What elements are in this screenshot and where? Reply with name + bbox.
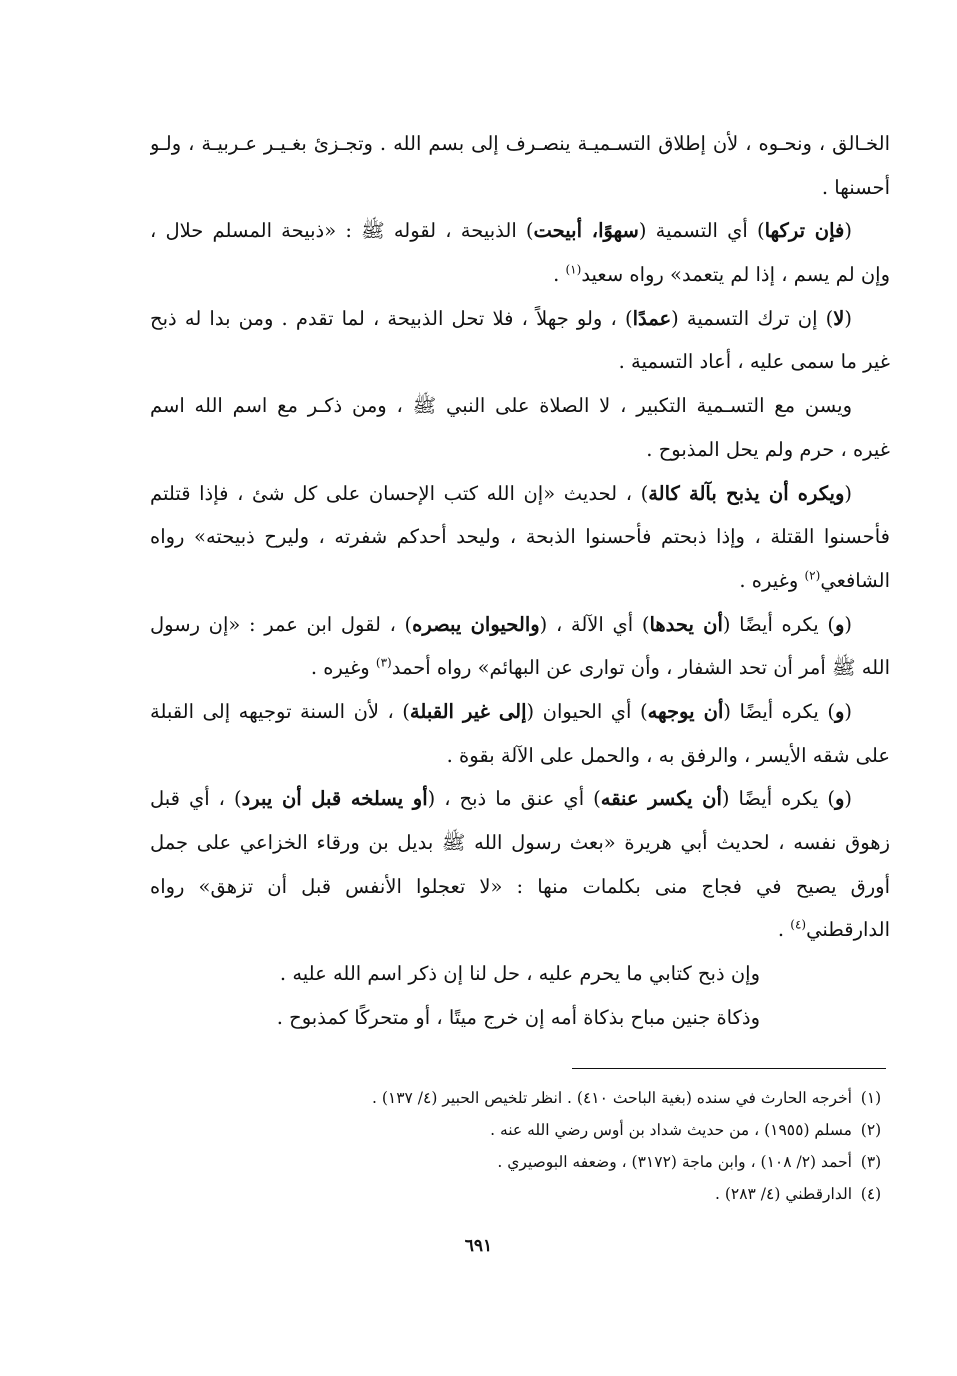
text-run: ) أي الحيوان ( bbox=[526, 699, 648, 723]
text-run: ( bbox=[844, 699, 852, 723]
text-run: غير ما سمى عليه ، أعاد التسمية . bbox=[618, 350, 890, 374]
text-run: غيره ، حرم ولم يحل المذبوح . bbox=[646, 437, 890, 461]
text-line bbox=[150, 777, 890, 821]
text-run: ) إن ترك التسمية ( bbox=[671, 306, 834, 330]
text-line bbox=[150, 865, 890, 909]
bold-matn-text: أو يسلخه قبل أن يبرد bbox=[241, 787, 428, 811]
text-run: الخـالق ، ونحـوه ، لأن إطلاق التسـميـة ينصـرف إلى بسم الله . وتجـزئ بغـيـر عـربيـة ، ولـو bbox=[150, 132, 890, 155]
text-run: ( bbox=[844, 306, 852, 330]
footnote-text: مسلم (١٩٥٥) ، من حديث شداد بن أوس رضي الله عنه . bbox=[490, 1121, 852, 1139]
text-line bbox=[150, 428, 890, 472]
text-run: ) يكره أيضًا ( bbox=[723, 699, 835, 723]
text-run: . bbox=[553, 263, 566, 287]
text-run: أورق يصيح في فجاج منى بكلمات منها : «لا تعجلوا الأنفس قبل أن تزهق» رواه bbox=[150, 874, 890, 898]
text-line bbox=[150, 734, 890, 778]
page-number: ٦٩١ bbox=[464, 1236, 493, 1256]
bold-matn-text: لا bbox=[833, 306, 845, 330]
bold-matn-text: أن يحدها bbox=[649, 612, 723, 636]
text-run: وإن لم يسم ، إذا لم يتعمد» رواه سعيد bbox=[581, 263, 890, 287]
footnote-text: أحمد (٢/ ١٠٨) ، وابن ماجة (٣١٧٢) ، وضعفه البوصيري . bbox=[497, 1153, 852, 1171]
footnote-item bbox=[150, 1114, 890, 1146]
text-run: الدارقطني bbox=[806, 918, 890, 942]
text-line bbox=[150, 952, 890, 996]
text-run: ( bbox=[844, 219, 852, 243]
bold-matn-text: والحيوان يبصره bbox=[412, 612, 540, 636]
footnote-number: (٢) bbox=[860, 1121, 882, 1139]
text-line bbox=[150, 384, 890, 428]
bold-matn-text: أن يوجهه bbox=[647, 699, 724, 723]
text-run: وذكاة جنين مباح بذكاة أمه إن خرج ميتًا ، أو متحركًا كمذبوح . bbox=[276, 1005, 760, 1029]
bold-matn-text: و bbox=[834, 787, 845, 811]
text-run: ) ، أي قبل bbox=[150, 787, 242, 811]
text-line bbox=[150, 472, 890, 516]
footnote-reference: (٤) bbox=[790, 917, 807, 932]
text-line bbox=[150, 908, 890, 952]
text-run: على شقه الأيسر ، والرفق به ، والحمل على الآلة بقوة . bbox=[446, 743, 890, 767]
bold-matn-text: أن يكسر عنقه bbox=[600, 787, 722, 811]
text-run: ) ، لقول ابن عمر : «إن رسول bbox=[150, 612, 413, 636]
text-line bbox=[150, 996, 890, 1040]
footnote-item bbox=[150, 1146, 890, 1178]
text-run: ) ، لحديث «إن الله كتب الإحسان على كل شئ ، فإذا قتلتم bbox=[150, 481, 649, 505]
text-run: ( bbox=[844, 787, 852, 811]
footnote-number: (١) bbox=[860, 1089, 882, 1107]
footnote-reference: (٣) bbox=[375, 655, 392, 670]
text-run: ) ، ولو جهلاً ، فلا تحل الذبيحة ، لما تقدم . ومن بدا له ذبح bbox=[150, 306, 633, 330]
text-run: ( bbox=[844, 481, 853, 505]
text-run: وغيره . bbox=[739, 568, 805, 592]
text-line bbox=[150, 297, 890, 341]
footnote-number: (٤) bbox=[860, 1185, 882, 1203]
footnote-number: (٣) bbox=[860, 1153, 882, 1171]
text-run: أحسنها . bbox=[821, 175, 890, 199]
text-run: ( bbox=[844, 612, 852, 636]
bold-matn-text: فإن تركها bbox=[764, 219, 845, 243]
footnote-text: الدارقطني (٤/ ٢٨٣) . bbox=[714, 1185, 852, 1203]
bold-matn-text: عمدًا bbox=[632, 306, 672, 330]
bold-matn-text: إلى غير القبلة bbox=[409, 699, 527, 723]
footnote-item bbox=[150, 1082, 890, 1114]
text-run: وإن ذبح كتابي ما يحرم عليه ، حل لنا إن ذكر اسم الله عليه . bbox=[279, 962, 760, 986]
bold-matn-text: ويكره أن يذبح بآلة كالة bbox=[648, 481, 845, 505]
bold-matn-text: و bbox=[834, 699, 845, 723]
text-run: وغيره . bbox=[310, 656, 376, 680]
text-run: ) يكره أيضًا ( bbox=[722, 612, 835, 636]
bold-matn-text: سهوًا، أبيحت bbox=[533, 219, 639, 243]
text-line bbox=[150, 209, 890, 253]
text-run: ) أي التسمية ( bbox=[638, 219, 765, 243]
text-run: ) الذبيحة ، لقوله ﷺ : «ذبيحة المسلم حلال ، bbox=[150, 219, 534, 243]
text-run: الله ﷺ أمر أن تحد الشفار ، وأن توارى عن البهائم» رواه أحمد bbox=[391, 656, 890, 680]
text-run: ويسن مع التسـمية التكبير ، لا الصلاة على النبي ﷺ ، ومن ذكـر مع اسم الله اسم bbox=[150, 394, 852, 418]
footnote-reference: (١) bbox=[565, 262, 582, 277]
footnote-divider bbox=[572, 1068, 886, 1069]
text-line bbox=[150, 122, 890, 166]
text-line bbox=[150, 690, 890, 734]
footnote-text: أخرجه الحارث في سنده (بغية الباحث ٤١٠) . انظر تلخيص الحبير (٤/ ١٣٧) . bbox=[371, 1089, 852, 1107]
text-line bbox=[150, 559, 890, 603]
text-line bbox=[150, 603, 890, 647]
text-run: ) أي عنق ما ذبح ، ( bbox=[427, 787, 601, 811]
text-run: زهوق نفسه ، لحديث أبي هريرة «بعث رسول الله ﷺ بديل بن ورقاء الخزاعي على جمل bbox=[150, 831, 890, 854]
text-run: ) ، لأن السنة توجيهه إلى القبلة bbox=[150, 699, 410, 723]
footnote-reference: (٢) bbox=[804, 568, 821, 583]
footnotes bbox=[150, 1082, 890, 1210]
text-run: ) يكره أيضًا ( bbox=[721, 787, 835, 811]
bold-matn-text: و bbox=[834, 612, 845, 636]
main-text bbox=[150, 122, 890, 1039]
text-line bbox=[150, 166, 890, 210]
text-line bbox=[150, 646, 890, 690]
footnote-item bbox=[150, 1178, 890, 1210]
text-line bbox=[150, 515, 890, 559]
text-line bbox=[150, 821, 890, 865]
text-line bbox=[150, 340, 890, 384]
text-run: فأحسنوا القتلة ، وإذا ذبحتم فأحسنوا الذبحة ، وليحد أحدكم شفرته ، وليرح ذبيحته» رواه bbox=[150, 525, 890, 549]
text-run: الشافعي bbox=[820, 568, 890, 592]
text-run: ) أي الآلة ، ( bbox=[539, 612, 650, 636]
text-line bbox=[150, 253, 890, 297]
text-run: . bbox=[777, 918, 791, 942]
